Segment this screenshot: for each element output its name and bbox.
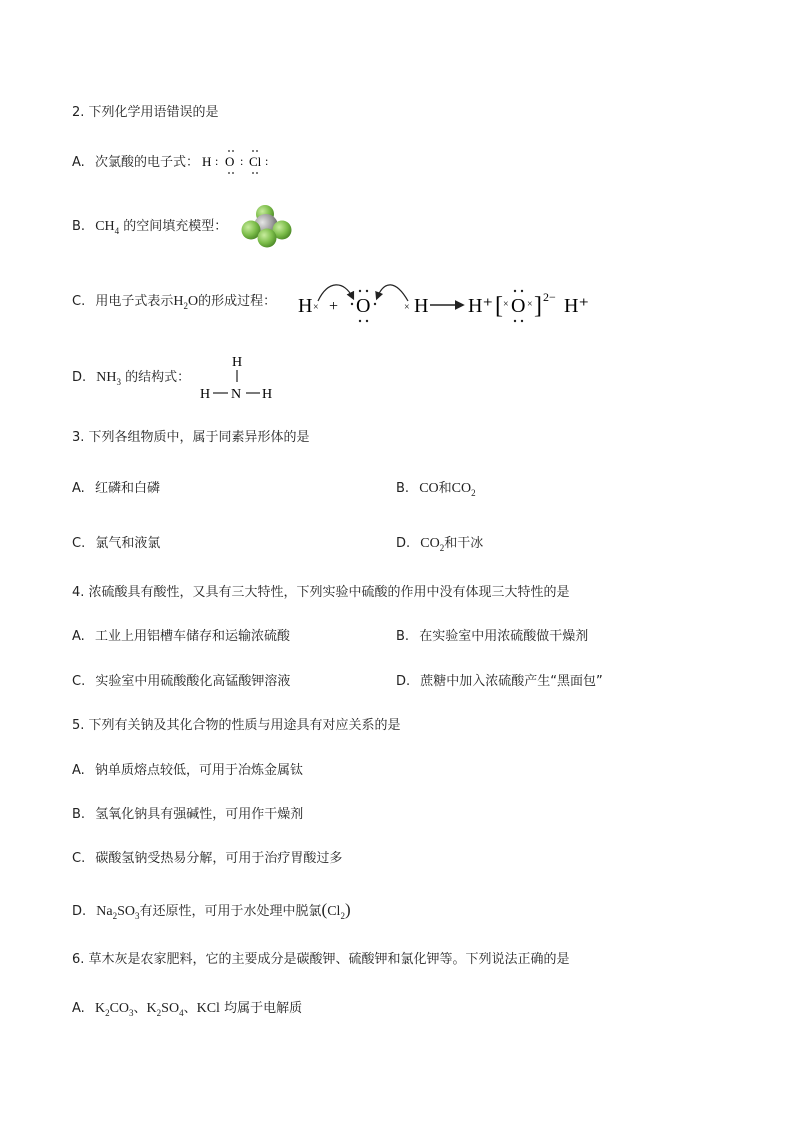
eq-x-inner-right: × xyxy=(527,299,533,310)
nh3-sub: 3 xyxy=(116,376,122,387)
hclo-colon-3: : xyxy=(265,154,269,168)
na2so3-sub1: 2 xyxy=(112,910,118,921)
q3-option-c xyxy=(72,535,160,553)
eq-x-inner-left: × xyxy=(503,299,509,310)
hclo-cl: Cl xyxy=(249,154,262,169)
h2o-h: H xyxy=(173,294,184,309)
nh3-structural-formula xyxy=(196,350,282,406)
nh3-n: N xyxy=(231,387,242,402)
q6-option-a xyxy=(72,1000,302,1018)
q2-a-text: 次氯酸的电子式： xyxy=(94,155,199,170)
k2co3-k: K xyxy=(94,1001,106,1016)
q2-b-label: B. xyxy=(72,219,86,234)
q2-c-label: C. xyxy=(72,294,86,309)
q5-b-text: 氢氧化钠具有强碱性，可用作干燥剂 xyxy=(95,807,304,822)
q3-option-b xyxy=(396,480,476,498)
nh3-h-right: H xyxy=(262,387,273,402)
q3-d-label: D. xyxy=(396,536,411,551)
q2-option-a xyxy=(72,154,199,172)
k2co3-co: CO xyxy=(109,1001,130,1016)
ch4-ch: CH xyxy=(95,219,115,234)
q3-c-label: C. xyxy=(72,536,86,551)
q2-option-d xyxy=(72,369,190,387)
na2so3-so: SO xyxy=(117,904,136,919)
nh3-h-left: H xyxy=(200,387,211,402)
eq-o-inner: O xyxy=(511,295,526,317)
hclo-h: H xyxy=(202,154,212,169)
q6-sep-1: 、 xyxy=(133,1001,147,1016)
eq-hplus-left: H⁺ xyxy=(468,295,493,317)
eq-x-left: × xyxy=(313,302,319,313)
q5-option-c xyxy=(72,850,342,868)
k2co3-sub2: 3 xyxy=(129,1007,134,1018)
q4-b-text: 在实验室中用浓硫酸做干燥剂 xyxy=(419,629,589,644)
k2so4-k: K xyxy=(146,1001,157,1016)
eq-bracket-open: [ xyxy=(495,293,503,319)
q2-d-label: D. xyxy=(72,370,87,385)
ch4-space-filling-model xyxy=(238,202,296,250)
k2so4-sub2: 4 xyxy=(179,1007,184,1018)
co2-formula-d xyxy=(420,536,444,551)
na2so3-na: Na xyxy=(96,904,113,919)
q6-a-text: 均属于电解质 xyxy=(224,1001,303,1016)
q5-stem: 5. 下列有关钠及其化合物的性质与用途具有对应关系的是 xyxy=(72,718,401,733)
q3-b-label: B. xyxy=(396,481,410,496)
q4-a-label: A. xyxy=(72,629,85,644)
q3-stem: 3. 下列各组物质中，属于同素异形体的是 xyxy=(72,430,310,445)
q6-stem: 6. 草木灰是农家肥料，它的主要成分是碳酸钾、硫酸钾和氯化钾等。下列说法正确的是 xyxy=(72,952,570,967)
co2-b-co: CO xyxy=(451,481,472,496)
hclo-colon-1: : xyxy=(215,154,219,168)
q4-a-text: 工业上用铝槽车储存和运输浓硫酸 xyxy=(94,629,290,644)
q2-c-text2: 的形成过程： xyxy=(198,294,277,309)
nh3-h-top: H xyxy=(232,355,243,370)
q6-a-label: A. xyxy=(72,1001,85,1016)
q2-b-text: 的空间填充模型： xyxy=(123,219,228,234)
q3-option-d xyxy=(396,535,483,553)
co2-formula-b xyxy=(452,481,476,496)
q3-b-co: CO xyxy=(419,481,439,496)
q4-option-d xyxy=(396,673,603,691)
eq-o: O xyxy=(356,295,371,317)
hclo-o: O xyxy=(225,154,235,169)
nh3-formula xyxy=(96,370,121,385)
q4-d-text: 蔗糖中加入浓硫酸产生“黑面包” xyxy=(420,674,603,689)
q4-option-b xyxy=(396,628,588,646)
q3-a-label: A. xyxy=(72,481,85,496)
q5-option-a xyxy=(72,762,303,780)
h2o-formation-equation xyxy=(296,276,600,326)
cl2-cl: Cl xyxy=(327,904,341,919)
cl2-sub: 2 xyxy=(340,910,345,921)
h2o-sub: 2 xyxy=(183,300,188,311)
k2co3-sub1: 2 xyxy=(105,1007,110,1018)
q4-d-label: D. xyxy=(396,674,411,689)
q4-b-label: B. xyxy=(396,629,410,644)
k2so4-sub1: 2 xyxy=(156,1007,162,1018)
q3-d-text: 和干冰 xyxy=(444,536,484,551)
q5-a-text: 钠单质熔点较低，可用于冶炼金属钛 xyxy=(94,763,303,778)
eq-x-right: × xyxy=(404,302,410,313)
nh3-nh: NH xyxy=(96,370,117,385)
q4-stem: 4. 浓硫酸具有酸性，又具有三大特性，下列实验中硫酸的作用中没有体现三大特性的是 xyxy=(72,585,570,600)
ch4-sub: 4 xyxy=(114,225,120,236)
co2-d-sub: 2 xyxy=(439,542,445,553)
k2so4-so: SO xyxy=(161,1001,180,1016)
h-sphere-front xyxy=(258,229,277,248)
k2co3-formula xyxy=(95,1001,134,1016)
q2-stem: 2. 下列化学用语错误的是 xyxy=(72,105,219,120)
q5-option-d xyxy=(72,901,351,921)
eq-charge: 2− xyxy=(543,290,556,304)
q3-a-text: 红磷和白磷 xyxy=(94,481,160,496)
q3-option-a xyxy=(72,480,160,498)
cl2-paren-close: ) xyxy=(344,900,351,919)
kcl-formula: KCl xyxy=(196,1001,220,1016)
hclo-colon-2: : xyxy=(240,154,244,168)
q2-option-b xyxy=(72,218,227,236)
q4-option-a xyxy=(72,628,290,646)
q5-c-text: 碳酸氢钠受热易分解，可用于治疗胃酸过多 xyxy=(95,851,343,866)
q5-d-label: D. xyxy=(72,904,87,919)
eq-curved-arrow-right xyxy=(377,285,408,301)
q2-option-c xyxy=(72,293,276,311)
q2-a-label: A. xyxy=(72,155,85,170)
q3-c-text: 氯气和液氯 xyxy=(95,536,161,551)
q2-c-text1: 用电子式表示 xyxy=(95,294,174,309)
cl2-formula xyxy=(327,904,345,919)
k2so4-formula xyxy=(147,1001,184,1016)
h2o-o: O xyxy=(188,294,199,309)
q4-c-label: C. xyxy=(72,674,86,689)
h2o-formula xyxy=(173,294,198,309)
eq-h-right: H xyxy=(414,295,429,317)
q5-b-label: B. xyxy=(72,807,86,822)
eq-bracket-close: ] xyxy=(534,293,542,319)
q4-c-text: 实验室中用硫酸酸化高锰酸钾溶液 xyxy=(95,674,291,689)
q4-option-c xyxy=(72,673,290,691)
na2so3-sub2: 3 xyxy=(135,910,140,921)
q2-d-text: 的结构式： xyxy=(125,370,191,385)
eq-h-left: H xyxy=(298,295,313,317)
eq-hplus-right: H⁺ xyxy=(564,295,589,317)
co2-d-co: CO xyxy=(420,536,440,551)
q5-a-label: A. xyxy=(72,763,85,778)
na2so3-formula xyxy=(96,904,139,919)
q3-b-and: 和 xyxy=(438,481,452,496)
co2-b-sub: 2 xyxy=(471,487,476,498)
q5-d-text: 有还原性，可用于水处理中脱氯 xyxy=(139,904,322,919)
eq-plus: + xyxy=(329,298,339,315)
q6-sep-2: 、 xyxy=(183,1001,197,1016)
cl2-paren-open: ( xyxy=(321,900,328,919)
ch4-formula xyxy=(95,219,119,234)
q5-c-label: C. xyxy=(72,851,86,866)
hclo-electron-formula xyxy=(198,146,280,176)
q5-option-b xyxy=(72,806,303,824)
